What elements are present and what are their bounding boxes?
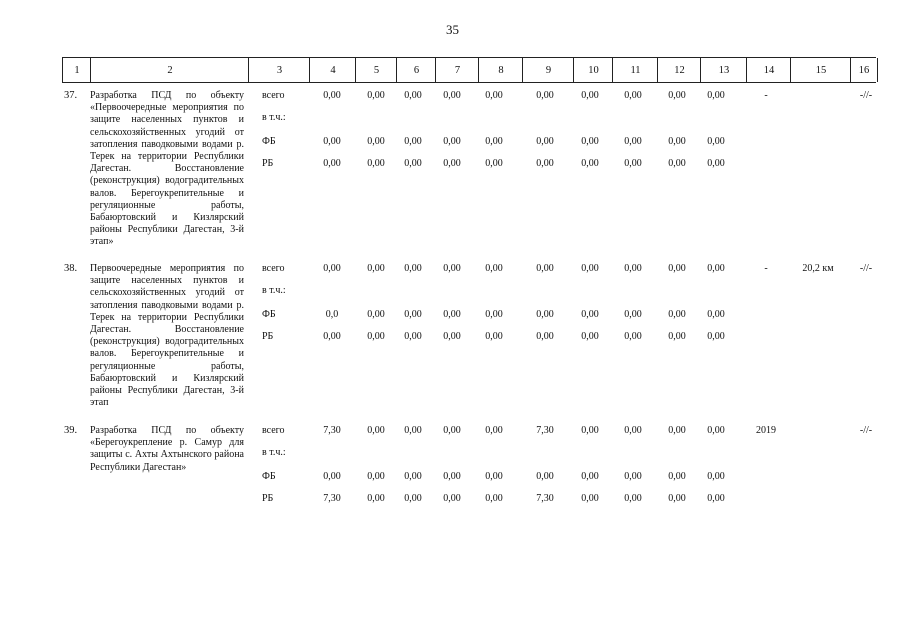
value-cell: 0,00 bbox=[485, 471, 503, 482]
value-cell: 0,00 bbox=[404, 493, 422, 504]
value-cell: 0,00 bbox=[404, 90, 422, 101]
value-cell: 0,00 bbox=[485, 158, 503, 169]
funding-label: в т.ч.: bbox=[262, 447, 286, 458]
value-cell: 0,00 bbox=[581, 263, 599, 274]
value-cell: 0,00 bbox=[367, 309, 385, 320]
row-name: Разработка ПСД по объекту «Первоочередные мероприятия по защите населенных пунктов и сельскохозяйственных угодий от затопления паводковыми водами р. Терек на территории Республики Дагестан. Восстановление (реконструкция) водоградительных валов. Берегоукрепительные и регуляционные работы, Бабаюртовский и Кизлярский районы Республики Дагестан, 3-й этап» bbox=[90, 90, 244, 248]
value-cell: 0,00 bbox=[323, 136, 341, 147]
value-cell: 0,00 bbox=[536, 309, 554, 320]
value-cell: 0,00 bbox=[624, 471, 642, 482]
value-cell: 0,00 bbox=[367, 263, 385, 274]
value-cell: 0,00 bbox=[624, 136, 642, 147]
value-cell: 0,00 bbox=[668, 331, 686, 342]
col15-cell: 20,2 км bbox=[802, 263, 834, 274]
row-number: 38. bbox=[64, 263, 78, 274]
value-cell: 0,00 bbox=[624, 493, 642, 504]
value-cell: 0,00 bbox=[404, 471, 422, 482]
value-cell: 0,00 bbox=[367, 136, 385, 147]
value-cell: 0,00 bbox=[443, 263, 461, 274]
header-col-13: 13 bbox=[700, 58, 747, 82]
header-col-9: 9 bbox=[522, 58, 574, 82]
value-cell: 0,00 bbox=[581, 158, 599, 169]
value-cell: 0,00 bbox=[668, 136, 686, 147]
value-cell: 0,00 bbox=[581, 425, 599, 436]
value-cell: 0,00 bbox=[707, 309, 725, 320]
value-cell: 0,00 bbox=[581, 331, 599, 342]
value-cell: 0,00 bbox=[581, 90, 599, 101]
value-cell: 0,00 bbox=[485, 136, 503, 147]
value-cell: 0,00 bbox=[668, 471, 686, 482]
funding-label: в т.ч.: bbox=[262, 112, 286, 123]
value-cell: 0,00 bbox=[624, 331, 642, 342]
header-col-6: 6 bbox=[396, 58, 436, 82]
row-number: 37. bbox=[64, 90, 78, 101]
header-col-14: 14 bbox=[746, 58, 791, 82]
value-cell: 0,00 bbox=[485, 263, 503, 274]
value-cell: 0,00 bbox=[624, 90, 642, 101]
value-cell: 0,00 bbox=[485, 331, 503, 342]
value-cell: 0,00 bbox=[581, 493, 599, 504]
value-cell: 0,00 bbox=[707, 90, 725, 101]
value-cell: 0,00 bbox=[668, 425, 686, 436]
value-cell: 0,00 bbox=[707, 425, 725, 436]
value-cell: 0,00 bbox=[404, 331, 422, 342]
col16-cell: -//- bbox=[859, 263, 873, 274]
value-cell: 0,00 bbox=[443, 331, 461, 342]
header-col-3: 3 bbox=[248, 58, 310, 82]
value-cell: 0,00 bbox=[443, 309, 461, 320]
value-cell: 0,00 bbox=[581, 471, 599, 482]
value-cell: 0,00 bbox=[668, 158, 686, 169]
col14-cell: 2019 bbox=[756, 425, 776, 436]
value-cell: 0,00 bbox=[536, 136, 554, 147]
value-cell: 0,00 bbox=[668, 90, 686, 101]
value-cell: 0,00 bbox=[536, 158, 554, 169]
value-cell: 0,00 bbox=[443, 90, 461, 101]
row-name: Первоочередные мероприятия по защите населенных пунктов и сельскохозяйственных угодий от затопления паводковыми водами р. Терек на территории Республики Дагестан. Восстановление (реконструкция) водоградительных валов. Берегоукрепительные и регуляционные работы, Бабаюртовский и Кизлярский районы Республики Дагестан, 3-й этап bbox=[90, 263, 244, 409]
value-cell: 0,00 bbox=[443, 493, 461, 504]
header-col-10: 10 bbox=[573, 58, 613, 82]
value-cell: 0,00 bbox=[707, 493, 725, 504]
value-cell: 0,00 bbox=[323, 90, 341, 101]
header-col-12: 12 bbox=[657, 58, 701, 82]
value-cell: 0,00 bbox=[536, 471, 554, 482]
value-cell: 0,00 bbox=[367, 90, 385, 101]
value-cell: 0,00 bbox=[367, 331, 385, 342]
table-header bbox=[62, 57, 876, 83]
value-cell: 0,00 bbox=[624, 309, 642, 320]
header-col-11: 11 bbox=[612, 58, 658, 82]
header-col-8: 8 bbox=[478, 58, 523, 82]
value-cell: 0,00 bbox=[624, 158, 642, 169]
value-cell: 0,00 bbox=[624, 263, 642, 274]
value-cell: 7,30 bbox=[323, 425, 341, 436]
funding-label: ФБ bbox=[262, 136, 276, 147]
value-cell: 0,00 bbox=[485, 90, 503, 101]
value-cell: 0,00 bbox=[668, 493, 686, 504]
page-number: 35 bbox=[446, 22, 459, 37]
value-cell: 0,00 bbox=[624, 425, 642, 436]
funding-label: ФБ bbox=[262, 309, 276, 320]
value-cell: 0,00 bbox=[536, 263, 554, 274]
value-cell: 0,00 bbox=[707, 158, 725, 169]
value-cell: 0,00 bbox=[367, 425, 385, 436]
value-cell: 0,00 bbox=[485, 425, 503, 436]
value-cell: 0,00 bbox=[485, 493, 503, 504]
value-cell: 0,00 bbox=[323, 471, 341, 482]
header-col-15: 15 bbox=[790, 58, 851, 82]
funding-label: РБ bbox=[262, 493, 274, 504]
value-cell: 0,00 bbox=[707, 136, 725, 147]
header-col-1: 1 bbox=[62, 58, 91, 82]
funding-label: всего bbox=[262, 90, 285, 101]
row-number: 39. bbox=[64, 425, 78, 436]
value-cell: 0,00 bbox=[404, 309, 422, 320]
value-cell: 0,00 bbox=[323, 158, 341, 169]
value-cell: 0,00 bbox=[367, 158, 385, 169]
value-cell: 0,00 bbox=[367, 471, 385, 482]
value-cell: 0,00 bbox=[443, 471, 461, 482]
header-col-7: 7 bbox=[435, 58, 479, 82]
header-col-16: 16 bbox=[850, 58, 878, 82]
value-cell: 0,00 bbox=[485, 309, 503, 320]
value-cell: 0,00 bbox=[404, 425, 422, 436]
funding-label: ФБ bbox=[262, 471, 276, 482]
value-cell: 0,00 bbox=[443, 425, 461, 436]
value-cell: 0,00 bbox=[367, 493, 385, 504]
value-cell: 0,00 bbox=[536, 331, 554, 342]
value-cell: 0,00 bbox=[404, 136, 422, 147]
value-cell: 0,00 bbox=[581, 309, 599, 320]
header-col-4: 4 bbox=[309, 58, 356, 82]
funding-label: РБ bbox=[262, 331, 274, 342]
funding-label: в т.ч.: bbox=[262, 285, 286, 296]
header-col-2: 2 bbox=[90, 58, 249, 82]
value-cell: 0,00 bbox=[404, 263, 422, 274]
row-name: Разработка ПСД по объекту «Берегоукрепление р. Самур для защиты с. Ахты Ахтынского района Республики Дагестан» bbox=[90, 425, 244, 473]
value-cell: 0,00 bbox=[443, 136, 461, 147]
value-cell: 0,00 bbox=[323, 331, 341, 342]
value-cell: 0,00 bbox=[536, 90, 554, 101]
value-cell: 0,00 bbox=[323, 263, 341, 274]
value-cell: 0,00 bbox=[707, 331, 725, 342]
value-cell: 0,0 bbox=[325, 309, 339, 320]
funding-label: всего bbox=[262, 263, 285, 274]
col16-cell: -//- bbox=[859, 425, 873, 436]
value-cell: 0,00 bbox=[443, 158, 461, 169]
col14-cell: - bbox=[764, 263, 768, 274]
value-cell: 0,00 bbox=[668, 263, 686, 274]
funding-label: РБ bbox=[262, 158, 274, 169]
col16-cell: -//- bbox=[859, 90, 873, 101]
col14-cell: - bbox=[764, 90, 768, 101]
value-cell: 7,30 bbox=[323, 493, 341, 504]
value-cell: 7,30 bbox=[536, 425, 554, 436]
header-col-5: 5 bbox=[355, 58, 397, 82]
value-cell: 0,00 bbox=[581, 136, 599, 147]
funding-label: всего bbox=[262, 425, 285, 436]
value-cell: 0,00 bbox=[707, 263, 725, 274]
value-cell: 0,00 bbox=[668, 309, 686, 320]
value-cell: 7,30 bbox=[536, 493, 554, 504]
value-cell: 0,00 bbox=[404, 158, 422, 169]
value-cell: 0,00 bbox=[707, 471, 725, 482]
